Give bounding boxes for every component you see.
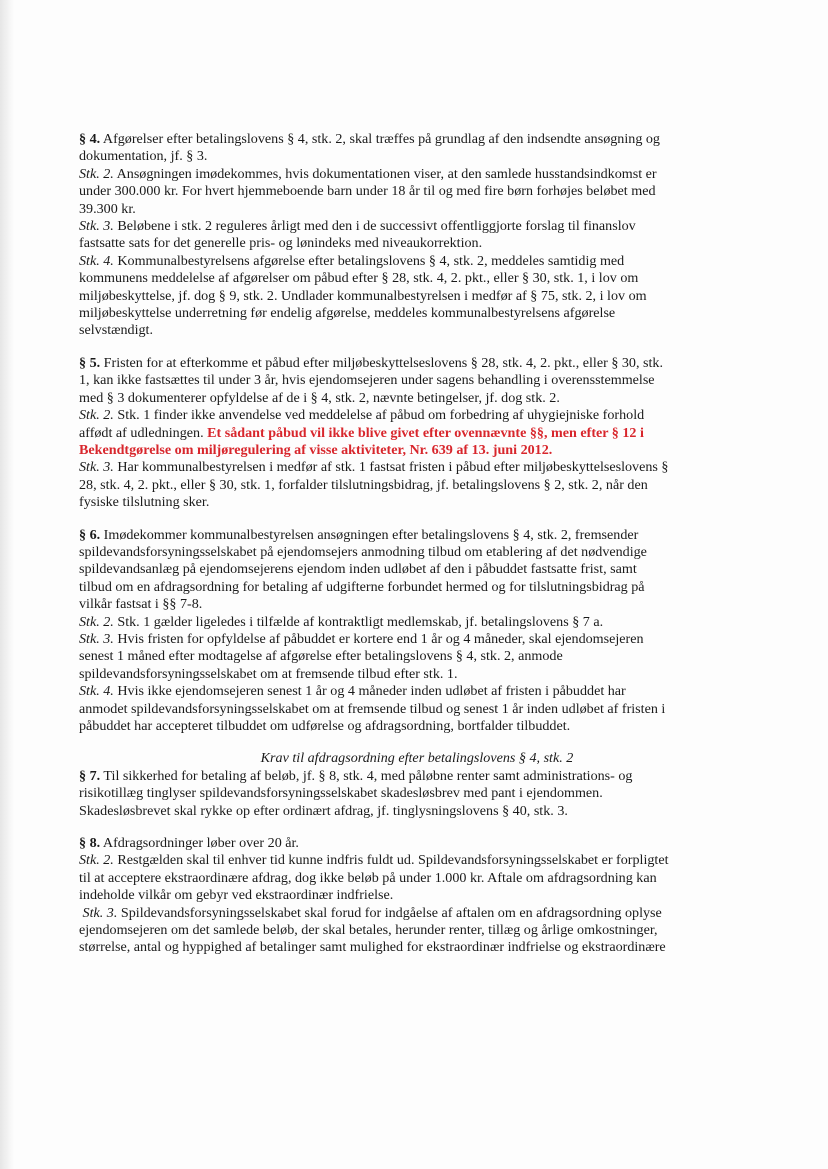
p6-stk2-text-1: Stk. 1 gælder ligeledes i tilfælde af kontraktligt medlemskab, jf. betalingslovens § 7 a. bbox=[113, 613, 604, 630]
p4-stk4-line-4: miljøbeskyttelse underretning før endelig afgørelse, meddeles kommunalbestyrelsens afgørelse bbox=[79, 305, 616, 322]
p4-stk4-line-2: kommunens meddelelse af afgørelser om påbud efter § 28, stk. 4, 2. pkt., eller § 30, stk. 1, i lov om bbox=[79, 270, 639, 287]
stk-label: Stk. 3. bbox=[79, 459, 114, 476]
p4-line-1 bbox=[79, 131, 755, 148]
p5-line-3: med § 3 dokumenterer opfyldelse af de i § 4, stk. 2, nævnte betingelser, jf. dog stk. 2. bbox=[79, 389, 560, 406]
p6-line-2: spildevandsforsyningsselskabet på ejendomsejers anmodning tilbud om etablering af det nødvendige bbox=[79, 543, 647, 560]
p5-stk2-text-2: affødt af udledningen. bbox=[79, 424, 208, 441]
p5-text-1: Fristen for at efterkomme et påbud efter miljøbeskyttelseslovens § 28, stk. 4, 2. pkt., eller § 30, stk. bbox=[100, 354, 663, 371]
stk-label: Stk. 4. bbox=[79, 252, 114, 269]
paragraph-4 bbox=[79, 131, 755, 340]
p4-stk4-line-5: selvstændigt. bbox=[79, 322, 153, 339]
section-mark-4: § 4. bbox=[79, 131, 101, 147]
p8-stk3-line-2: ejendomsejeren om det samlede beløb, der skal betales, herunder renter, tillæg og årlige omkostninger, bbox=[79, 922, 658, 939]
p8-stk2-text-1: Restgælden skal til enhver tid kunne indfris fuldt ud. Spildevandsforsyningsselskabet er forpligtet bbox=[113, 852, 669, 869]
p6-line-4: tilbud om en afdragsordning for betaling af udgifterne forbundet hermed og for tilslutningsbidrag på bbox=[79, 578, 645, 595]
section-mark-7: § 7. bbox=[79, 767, 101, 784]
p5-stk3-line-1 bbox=[79, 459, 755, 476]
p6-text-1: Imødekommer kommunalbestyrelsen ansøgningen efter betalingslovens § 4, stk. 2, fremsender bbox=[100, 526, 639, 543]
p8-stk3-line-3: størrelse, antal og hyppighed af betalinger samt mulighed for ekstraordinær indfrielse og ekstraordinære bbox=[79, 939, 666, 956]
p4-stk4-line-3: miljøbeskyttelse, jf. dog § 9, stk. 2. Undlader kommunalbestyrelsen i medfør af § 75, stk. 2, i lov om bbox=[79, 287, 647, 304]
p7-text-1: Til sikkerhed for betaling af beløb, jf. § 8, stk. 4, med påløbne renter samt administrations- og bbox=[100, 767, 633, 784]
p7-line-1 bbox=[79, 768, 755, 785]
stk-label: Stk. 2. bbox=[79, 165, 114, 182]
p7-line-3: Skadesløsbrevet skal rykke op efter ordinært afdrag, jf. tinglysningslovens § 40, stk. 3. bbox=[79, 802, 568, 819]
p6-stk3-line-2: senest 1 måned efter modtagelse af afgørelse efter betalingslovens § 4, stk. 2, anmode bbox=[79, 648, 563, 665]
p5-line-1 bbox=[79, 355, 755, 372]
p6-stk4-text-1: Hvis ikke ejendomsejeren senest 1 år og 4 måneder inden udløbet af fristen i påbuddet har bbox=[113, 683, 626, 700]
p5-line-2: 1, kan ikke fastsættes til under 3 år, hvis ejendomsejeren under sagens behandling i overensstemmelse bbox=[79, 372, 655, 389]
p8-stk2-line-1 bbox=[79, 852, 755, 869]
p6-stk4-line-2: anmodet spildevandsforsyningsselskabet om at fremsende tilbud og senest 1 år inden udløbet af fristen i bbox=[79, 700, 666, 717]
p6-stk3-line-3: spildevandsforsyningsselskabet om at fremsende tilbud efter stk. 1. bbox=[79, 665, 458, 682]
p6-stk2-line-1 bbox=[79, 614, 755, 631]
p4-text-1: Afgørelser efter betalingslovens § 4, stk. 2, skal træffes på grundlag af den indsendte ansøgning og bbox=[100, 131, 660, 147]
p6-stk4-line-1 bbox=[79, 683, 755, 700]
p6-line-3: spildevandsanlæg på ejendomsejerens ejendom inden udløbet af den i påbuddet fastsatte frist, samt bbox=[79, 561, 637, 578]
p5-stk2-text-1: Stk. 1 finder ikke anvendelse ved meddelelse af påbud om forbedring af uhygiejniske forhold bbox=[113, 407, 645, 424]
stk-label: Stk. 3. bbox=[82, 904, 118, 921]
paragraph-7 bbox=[79, 750, 755, 820]
p4-stk4-line-1 bbox=[79, 253, 755, 270]
p5-stk3-line-2: 28, stk. 4, 2. pkt., eller § 30, stk. 1, forfalder tilslutningsbidrag, jf. betalingslovens § 2, stk. 2, når den bbox=[79, 476, 648, 493]
p7-line-2: risikotillæg tinglyser spildevandsforsyningsselskabet skadesløsbrev med pant i ejendommen. bbox=[79, 785, 603, 802]
p4-stk4-text-1: Kommunalbestyrelsens afgørelse efter betalingslovens § 4, stk. 2, meddeles samtidig med bbox=[113, 252, 625, 269]
p5-stk2-line-2 bbox=[79, 425, 755, 442]
p5-stk3-line-3: fysiske tilslutning sker. bbox=[79, 494, 210, 511]
stk-label: Stk. 4. bbox=[79, 683, 114, 700]
p5-stk3-text-1: Har kommunalbestyrelsen i medfør af stk. 1 fastsat fristen i påbud efter miljøbeskyttelseslovens § bbox=[113, 459, 669, 476]
stk-label: Stk. 3. bbox=[79, 218, 114, 235]
p8-stk2-line-3: indeholde vilkår om gebyr ved ekstraordinær indfrielse. bbox=[79, 887, 394, 904]
p8-stk3-line-1 bbox=[79, 905, 755, 922]
p5-stk2-line-1 bbox=[79, 407, 755, 424]
p4-stk2-text-1: Ansøgningen imødekommes, hvis dokumentationen viser, at den samlede husstandsindkomst er bbox=[113, 165, 657, 182]
paragraph-5 bbox=[79, 355, 755, 512]
paragraph-8 bbox=[79, 835, 755, 957]
p6-stk3-line-1 bbox=[79, 631, 755, 648]
p4-stk3-line-2: fastsatte sats for det generelle pris- og lønindeks med niveaukorrektion. bbox=[79, 235, 483, 252]
p8-text-1: Afdragsordninger løber over 20 år. bbox=[100, 835, 299, 852]
p4-stk2-line-2: under 300.000 kr. For hvert hjemmeboende barn under 18 år til og med fire børn forhøjes beløbet med bbox=[79, 183, 656, 200]
p4-stk2-line-1 bbox=[79, 166, 755, 183]
p8-stk3-text-1: Spildevandsforsyningsselskabet skal forud for indgåelse af aftalen om en afdragsordning oplyse bbox=[117, 904, 662, 921]
section-mark-5: § 5. bbox=[79, 354, 101, 371]
document-body bbox=[79, 131, 755, 972]
p4-stk3-text-1: Beløbene i stk. 2 reguleres årligt med den i de successivt offentliggjorte forslag til finanslov bbox=[113, 218, 636, 235]
p8-stk2-line-2: til at acceptere ekstraordinære afdrag, dog ikke beløb på under 1.000 kr. Aftale om afdragsordning kan bbox=[79, 869, 657, 886]
scan-edge-shadow bbox=[0, 0, 14, 1169]
p6-stk3-text-1: Hvis fristen for opfyldelse af påbuddet er kortere end 1 år og 4 måneder, skal ejendomsejeren bbox=[113, 630, 644, 647]
p8-line-1 bbox=[79, 835, 755, 852]
red-annotation-text: Et sådant påbud vil ikke blive givet efter ovennævnte §§, men efter § 12 i bbox=[207, 424, 644, 441]
p6-line-5: vilkår fastsat i §§ 7-8. bbox=[79, 596, 203, 613]
paragraph-6 bbox=[79, 527, 755, 736]
red-annotation-line-2: Bekendtgørelse om miljøregulering af visse aktiviteter, Nr. 639 af 13. juni 2012. bbox=[79, 441, 553, 458]
stk-label: Stk. 2. bbox=[79, 407, 114, 424]
section-mark-8: § 8. bbox=[79, 835, 101, 852]
p6-stk4-line-3: påbuddet har accepteret tilbuddet om udførelse og afdragsordning, bortfalder tilbuddet. bbox=[79, 718, 571, 734]
section-heading: Krav til afdragsordning efter betalingslovens § 4, stk. 2 bbox=[260, 750, 574, 767]
p6-line-1 bbox=[79, 527, 755, 544]
p4-stk2-line-3: 39.300 kr. bbox=[79, 200, 136, 217]
stk-label: Stk. 3. bbox=[79, 630, 114, 647]
p4-line-2: dokumentation, jf. § 3. bbox=[79, 148, 208, 165]
p4-stk3-line-1 bbox=[79, 218, 755, 235]
stk-label: Stk. 2. bbox=[79, 613, 114, 630]
section-mark-6: § 6. bbox=[79, 526, 101, 543]
stk-label: Stk. 2. bbox=[79, 852, 114, 869]
